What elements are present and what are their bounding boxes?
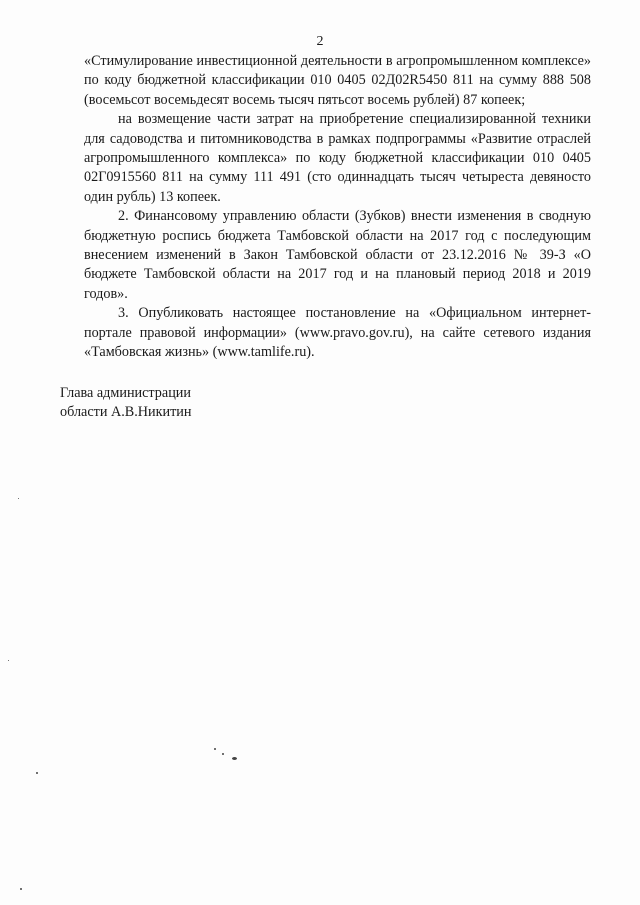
scan-speck: [214, 748, 216, 750]
document-body: [84, 52, 591, 363]
scan-speck: [36, 772, 38, 774]
scan-speck: [8, 660, 9, 661]
signature-name: области А.В.Никитин: [60, 404, 192, 420]
scan-speck: [222, 753, 224, 755]
scan-speck: [18, 498, 19, 499]
paragraph-investment-continuation: «Стимулирование инвестиционной деятельности в агропромышленном комплексе» по коду бюджетной классификации 010 0405 02Д02R5450 811 на сумму 888 508 (восемьсот восемьдесят восемь тысяч пятьсот восемь рублей) 87 копеек;: [84, 53, 591, 108]
paragraph-item-3-publication: 3. Опубликовать настоящее постановление на «Официальном интернет-портале правовой информации» (www.pravo.gov.ru), на сайте сетевого издания «Тамбовская жизнь» (www.tamlife.ru).: [84, 305, 591, 361]
page-number: 2: [316, 34, 324, 49]
paragraph-equipment-compensation: на возмещение части затрат на приобретение специализированной техники для садоводства и питомниководства в рамках подпрограммы «Развитие отраслей агропромышленного комплекса» по коду бюджетной классификации 010 0405 02Г0915560 811 на сумму 111 491 (сто одиннадцать тысяч четыреста девяносто один рубль) 13 копеек.: [84, 111, 591, 205]
signature-position: Глава администрации: [60, 385, 191, 401]
scan-speck: [232, 757, 237, 760]
paragraph-item-2-budget-changes: 2. Финансовому управлению области (Зубков) внести изменения в сводную бюджетную роспись бюджета Тамбовской области на 2017 год с последующим внесением изменений в Закон Тамбовской области от 23.12.2016 № 39-З «О бюджете Тамбовской области на 2017 год и на плановый период 2018 и 2019 годов».: [84, 208, 591, 302]
signature-block: [60, 384, 191, 422]
scan-speck: [20, 888, 22, 890]
